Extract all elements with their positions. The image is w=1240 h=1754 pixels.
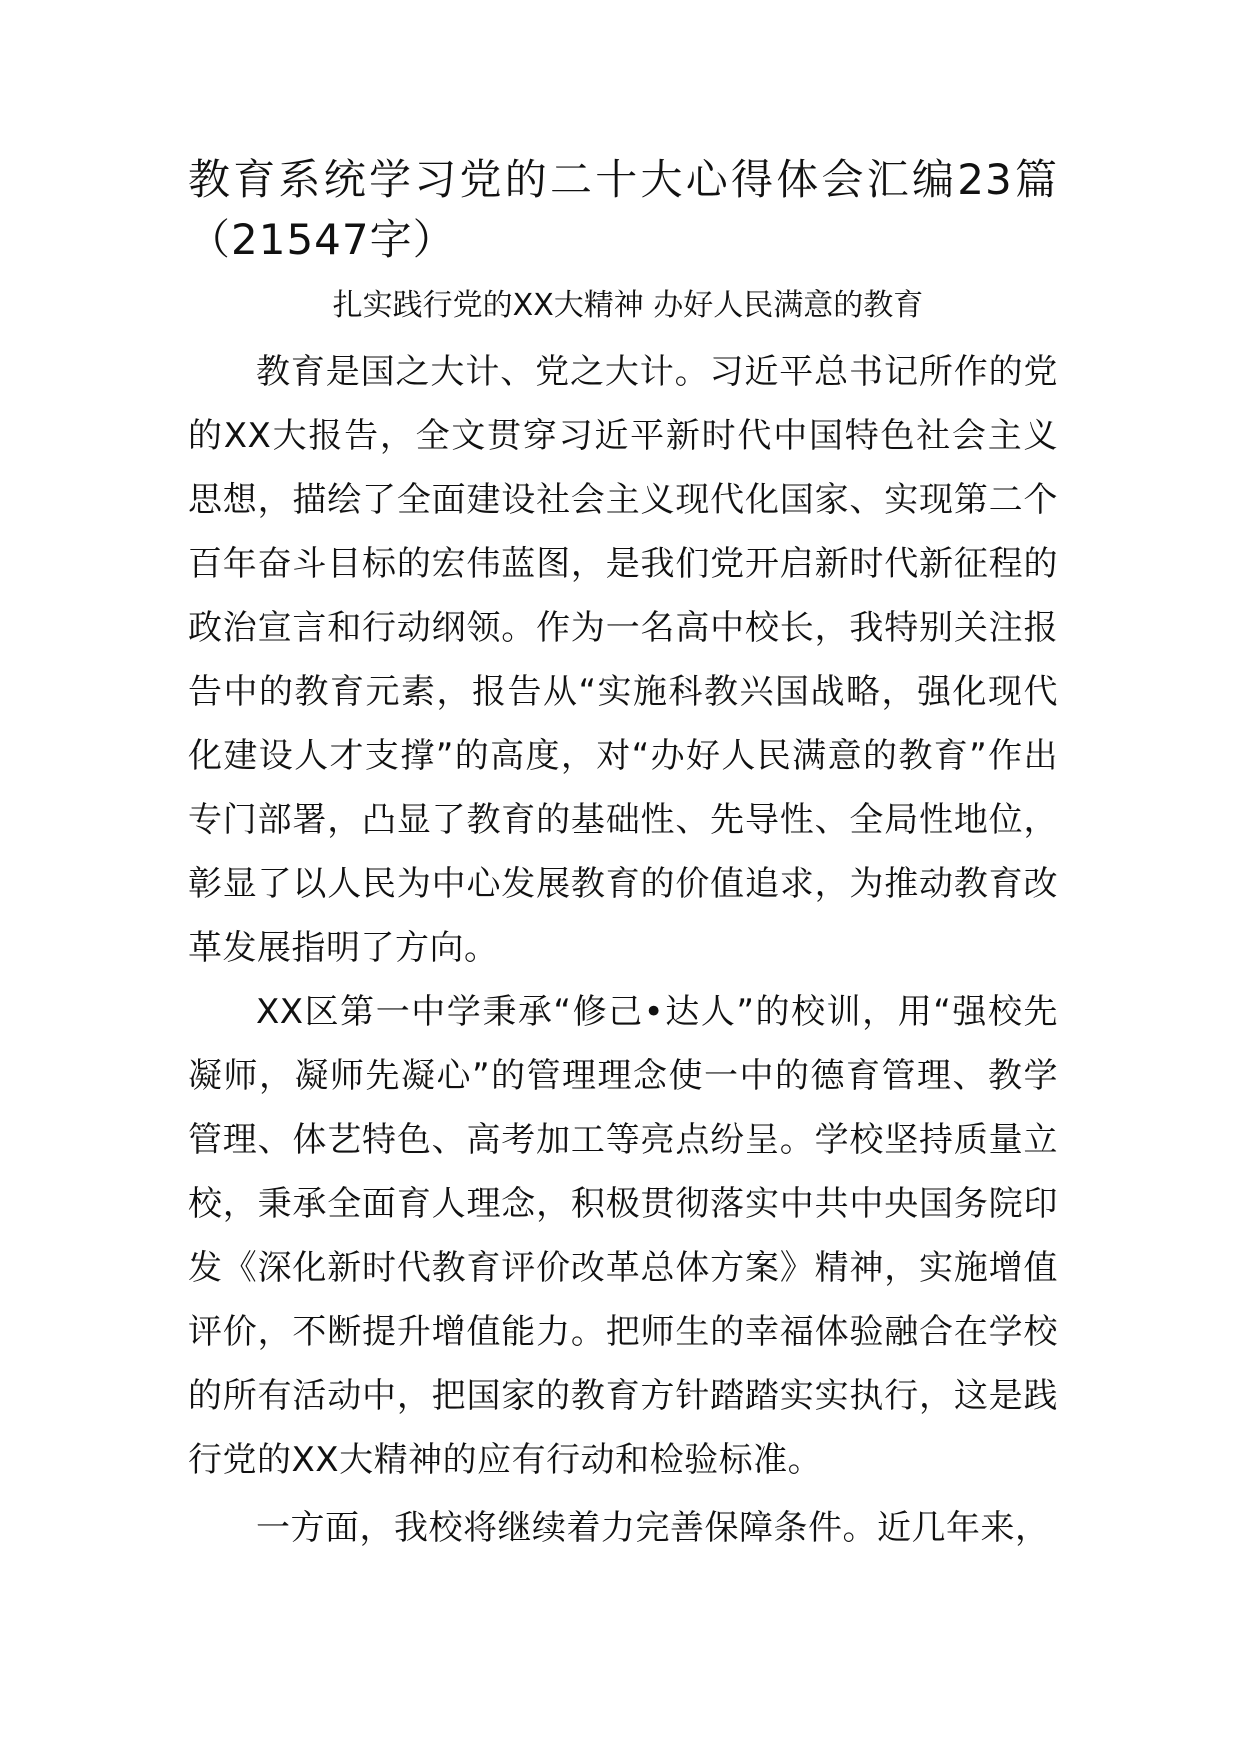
document-body <box>188 150 1058 1560</box>
article-subtitle: 扎实践行党的XX大精神 办好人民满意的教育 <box>332 288 924 323</box>
document-title: 教育系统学习党的二十大心得体会汇编23篇（21547字） <box>188 155 1058 264</box>
body-paragraph-3: 一方面，我校将继续着力完善保障条件。近几年来， <box>256 1508 1050 1548</box>
body-paragraph-1: 教育是国之大计、党之大计。习近平总书记所作的党的XX大报告，全文贯穿习近平新时代中国特色社会主义思想，描绘了全面建设社会主义现代化国家、实现第二个百年奋斗目标的宏伟蓝图，是我们党开启新时代新征程的政治宣言和行动纲领。作为一名高中校长，我特别关注报告中的教育元素，报告从“实施科教兴国战略，强化现代化建设人才支撑”的高度，对“办好人民满意的教育”作出专门部署，凸显了教育的基础性、先导性、全局性地位，彰显了以人民为中心发展教育的价值追求，为推动教育改革发展指明了方向。 <box>188 352 1058 968</box>
body-paragraph-2: XX区第一中学秉承“修己•达人”的校训，用“强校先凝师，凝师先凝心”的管理理念使一中的德育管理、教学管理、体艺特色、高考加工等亮点纷呈。学校坚持质量立校，秉承全面育人理念，积极贯彻落实中共中央国务院印发《深化新时代教育评价改革总体方案》精神，实施增值评价，不断提升增值能力。把师生的幸福体验融合在学校的所有活动中，把国家的教育方针踏踏实实执行，这是践行党的XX大精神的应有行动和检验标准。 <box>188 992 1058 1480</box>
